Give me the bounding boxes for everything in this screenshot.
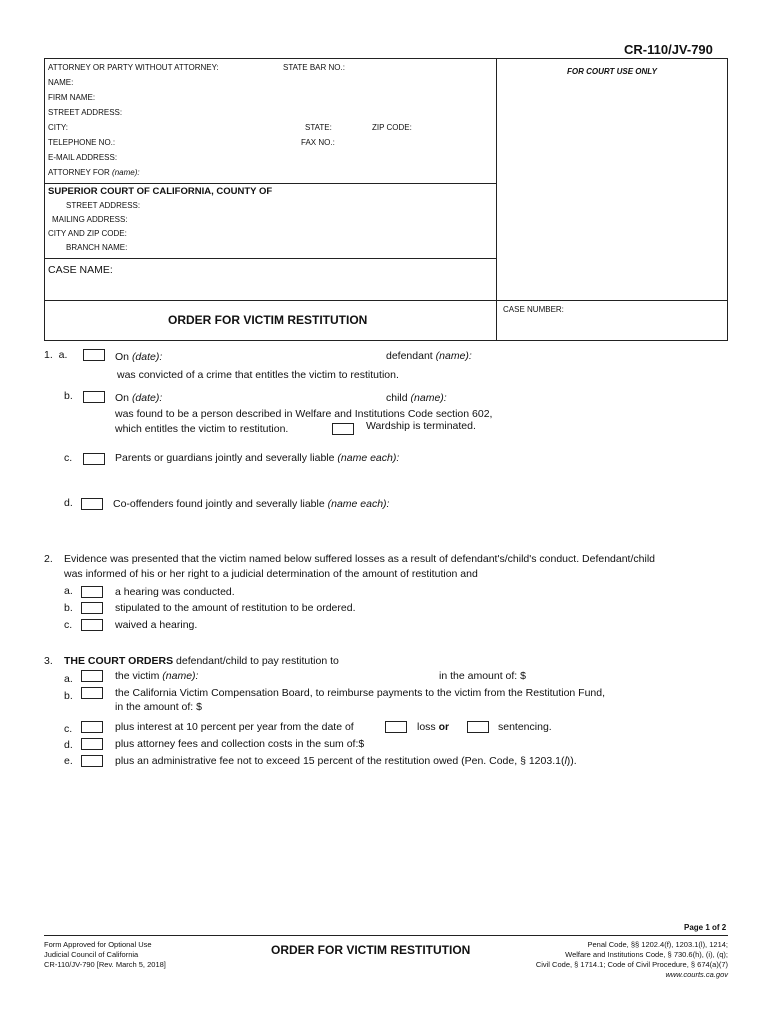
footer-left: Form Approved for Optional Use Judicial Council of California CR-110/JV-790 [Rev. March 5, 2018] xyxy=(44,940,166,969)
city-label: CITY: xyxy=(48,123,69,132)
item1d-text: Co-offenders found jointly and severally liable (name each): xyxy=(113,498,390,510)
name-label: NAME: xyxy=(48,78,74,87)
item3-orders: THE COURT ORDERS defendant/child to pay restitution to xyxy=(64,655,339,667)
item2a-text: a hearing was conducted. xyxy=(115,586,235,598)
attorney-for-label: ATTORNEY FOR (name): xyxy=(48,168,140,177)
court-section-rule xyxy=(44,258,496,259)
item3a-text: the victim (name): xyxy=(115,670,199,682)
form-id: CR-110/JV-790 xyxy=(624,42,713,57)
header-divider xyxy=(496,58,497,340)
item1c-text: Parents or guardians jointly and severally liable (name each): xyxy=(115,452,400,464)
form-title: ORDER FOR VICTIM RESTITUTION xyxy=(168,313,368,327)
fax-label: FAX NO.: xyxy=(301,138,335,147)
court-title: SUPERIOR COURT OF CALIFORNIA, COUNTY OF xyxy=(48,186,273,197)
checkbox-3c[interactable] xyxy=(81,721,103,733)
item1b-text1: was found to be a person described in Welfare and Institutions Code section 602, xyxy=(115,408,493,420)
item2-number: 2. xyxy=(44,553,53,565)
checkbox-1b[interactable] xyxy=(83,391,105,403)
item2c-text: waived a hearing. xyxy=(115,619,198,631)
item1b-text2: which entitles the victim to restitution. xyxy=(115,423,289,435)
item1c-label: c. xyxy=(64,452,73,464)
court-use-label: FOR COURT USE ONLY xyxy=(567,67,657,76)
item3c-label: c. xyxy=(64,723,73,735)
item3b-text2: in the amount of: $ xyxy=(115,701,202,713)
item3d-label: d. xyxy=(64,739,73,751)
checkbox-3d[interactable] xyxy=(81,738,103,750)
attorney-label: ATTORNEY OR PARTY WITHOUT ATTORNEY: xyxy=(48,63,219,72)
court-mailing-label: MAILING ADDRESS: xyxy=(52,215,128,224)
footer-rule xyxy=(44,935,728,936)
court-street-label: STREET ADDRESS: xyxy=(66,201,141,210)
checkbox-loss[interactable] xyxy=(385,721,407,733)
item2a-label: a. xyxy=(64,585,73,597)
footer-right: Penal Code, §§ 1202.4(f), 1203.1(l), 1214; Welfare and Institutions Code, § 730.6(h), (i), (q); Civil Code, § 1714.1; Code of Civil Procedure, § 674(a)(7) www.courts.ca.gov xyxy=(535,940,728,979)
checkbox-1c[interactable] xyxy=(83,453,105,465)
checkbox-1a[interactable] xyxy=(83,349,105,361)
case-number-label: CASE NUMBER: xyxy=(503,305,564,314)
item1a-defendant: defendant (name): xyxy=(386,350,472,362)
item2-text2: was informed of his or her right to a judicial determination of the amount of restitution and xyxy=(64,568,478,580)
checkbox-2c[interactable] xyxy=(81,619,103,631)
page-number: Page 1 of 2 xyxy=(684,923,727,932)
checkbox-sentencing[interactable] xyxy=(467,721,489,733)
header-bottom-rule xyxy=(44,340,728,341)
header-top-rule xyxy=(44,58,728,59)
checkbox-3b[interactable] xyxy=(81,687,103,699)
state-bar-label: STATE BAR NO.: xyxy=(283,63,345,72)
item3c-text: plus interest at 10 percent per year from the date of xyxy=(115,721,354,733)
item1b-wardship: Wardship is terminated. xyxy=(366,420,476,432)
street-label: STREET ADDRESS: xyxy=(48,108,123,117)
item1d-label: d. xyxy=(64,497,73,509)
item3b-label: b. xyxy=(64,690,73,702)
item3e-text: plus an administrative fee not to exceed 15 percent of the restitution owed (Pen. Code, § 1203.1(l)). xyxy=(115,755,577,767)
item2b-label: b. xyxy=(64,602,73,614)
item1b-label: b. xyxy=(64,390,73,402)
checkbox-wardship[interactable] xyxy=(332,423,354,435)
checkbox-2b[interactable] xyxy=(81,602,103,614)
item2b-text: stipulated to the amount of restitution to be ordered. xyxy=(115,602,356,614)
checkbox-2a[interactable] xyxy=(81,586,103,598)
item1a-text: was convicted of a crime that entitles the victim to restitution. xyxy=(117,369,399,381)
item3-number: 3. xyxy=(44,655,53,667)
item3d-text: plus attorney fees and collection costs in the sum of:$ xyxy=(115,738,365,750)
item3c-loss: loss or xyxy=(417,721,450,733)
item3b-text1: the California Victim Compensation Board, to reimburse payments to the victim from the Restitution Fund, xyxy=(115,687,606,699)
telephone-label: TELEPHONE NO.: xyxy=(48,138,116,147)
item2c-label: c. xyxy=(64,619,73,631)
state-label: STATE: xyxy=(305,123,332,132)
item2-text1: Evidence was presented that the victim named below suffered losses as a result of defendant's/child's conduct. Defendant/child xyxy=(64,553,655,565)
court-branch-label: BRANCH NAME: xyxy=(66,243,128,252)
attorney-section-rule xyxy=(44,183,496,184)
item3a-amount: in the amount of: $ xyxy=(439,670,526,682)
case-name-rule xyxy=(44,300,728,301)
item1b-child: child (name): xyxy=(386,392,447,404)
header-right-rule xyxy=(727,58,728,340)
item3c-sentencing: sentencing. xyxy=(498,721,552,733)
item3a-label: a. xyxy=(64,673,73,685)
item1-number: 1. a. xyxy=(44,349,68,361)
firm-label: FIRM NAME: xyxy=(48,93,96,102)
checkbox-3e[interactable] xyxy=(81,755,103,767)
checkbox-1d[interactable] xyxy=(81,498,103,510)
footer-title: ORDER FOR VICTIM RESTITUTION xyxy=(271,943,471,957)
case-name-label: CASE NAME: xyxy=(48,264,113,276)
item3e-label: e. xyxy=(64,755,73,767)
email-label: E-MAIL ADDRESS: xyxy=(48,153,118,162)
header-left-rule xyxy=(44,58,45,340)
zip-label: ZIP CODE: xyxy=(372,123,412,132)
item1a-on: On (date): xyxy=(115,351,163,363)
item1b-on: On (date): xyxy=(115,392,163,404)
checkbox-3a[interactable] xyxy=(81,670,103,682)
court-city-zip-label: CITY AND ZIP CODE: xyxy=(48,229,127,238)
